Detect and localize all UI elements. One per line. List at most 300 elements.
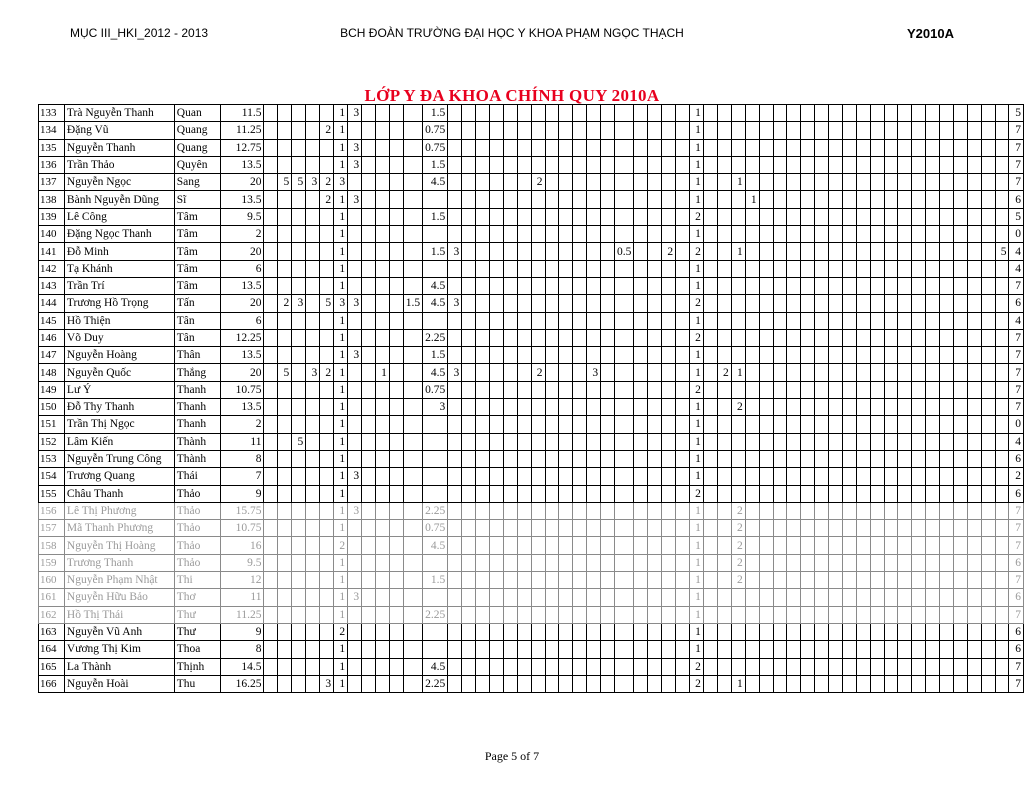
score-cell	[815, 606, 829, 623]
score-cell	[801, 468, 815, 485]
score-cell	[967, 502, 981, 519]
score-cell	[264, 312, 278, 329]
score-cell	[348, 277, 362, 294]
score-cell	[731, 122, 745, 139]
table-row	[39, 295, 1024, 312]
score-cell	[517, 139, 531, 156]
score-cell	[476, 416, 490, 433]
score-cell	[967, 572, 981, 589]
score-cell	[787, 122, 801, 139]
header-school-name: BCH ĐOÀN TRƯỜNG ĐẠI HỌC Y KHOA PHẠM NGỌC THẠCH	[340, 26, 684, 40]
score-cell	[801, 208, 815, 225]
table-row	[39, 260, 1024, 277]
score-cell	[362, 554, 376, 571]
score-cell	[306, 277, 320, 294]
score-cell	[389, 572, 403, 589]
score-cell	[759, 399, 773, 416]
total-score-cell: 9.5	[220, 554, 264, 571]
score-cell	[731, 295, 745, 312]
score-cell	[448, 156, 462, 173]
score-cell	[375, 485, 389, 502]
score-cell	[648, 329, 662, 346]
score-cell	[898, 364, 912, 381]
score-cell	[898, 191, 912, 208]
score-cell: 5	[320, 295, 334, 312]
score-cell	[717, 243, 731, 260]
score-cell	[856, 122, 870, 139]
score-cell	[292, 537, 306, 554]
score-cell	[545, 658, 559, 675]
score-cell: 4.5	[423, 295, 448, 312]
score-cell: 3	[348, 502, 362, 519]
score-cell: 3	[320, 675, 334, 692]
score-cell: 1	[334, 502, 348, 519]
score-cell	[815, 658, 829, 675]
score-cell	[375, 329, 389, 346]
score-cell	[898, 589, 912, 606]
score-cell	[489, 329, 503, 346]
score-cell	[503, 139, 517, 156]
score-cell	[389, 485, 403, 502]
score-cell	[926, 295, 940, 312]
score-cell	[759, 502, 773, 519]
score-cell	[912, 468, 926, 485]
score-cell	[545, 312, 559, 329]
score-cell	[856, 105, 870, 122]
score-cell	[476, 658, 490, 675]
last-name-cell: Trần Thảo	[64, 156, 174, 173]
score-cell	[773, 433, 787, 450]
score-cell	[967, 208, 981, 225]
score-cell	[648, 156, 662, 173]
score-cell	[953, 416, 967, 433]
first-name-cell: Quyên	[174, 156, 220, 173]
score-cell	[926, 675, 940, 692]
score-cell	[462, 520, 476, 537]
score-cell: 2	[731, 520, 745, 537]
score-cell	[815, 623, 829, 640]
score-cell	[981, 468, 995, 485]
score-cell	[926, 450, 940, 467]
score-cell	[634, 537, 648, 554]
score-cell	[759, 329, 773, 346]
score-cell	[981, 641, 995, 658]
score-cell	[717, 329, 731, 346]
score-cell	[884, 295, 898, 312]
score-cell	[981, 572, 995, 589]
score-cell: 1	[689, 364, 703, 381]
score-cell	[462, 364, 476, 381]
score-cell	[745, 520, 759, 537]
score-cell	[801, 260, 815, 277]
score-cell	[745, 675, 759, 692]
score-cell	[829, 433, 843, 450]
score-cell	[531, 208, 545, 225]
score-cell	[476, 364, 490, 381]
score-cell	[320, 243, 334, 260]
score-cell	[926, 191, 940, 208]
score-cell	[953, 243, 967, 260]
score-cell: 7	[1009, 277, 1024, 294]
score-cell	[676, 520, 690, 537]
score-cell	[292, 450, 306, 467]
score-cell	[829, 295, 843, 312]
score-cell	[601, 537, 615, 554]
score-cell	[731, 416, 745, 433]
score-cell	[759, 572, 773, 589]
score-cell	[815, 277, 829, 294]
score-cell	[362, 416, 376, 433]
score-cell	[815, 174, 829, 191]
score-cell	[842, 572, 856, 589]
score-cell	[940, 589, 954, 606]
score-cell	[362, 641, 376, 658]
score-cell	[615, 174, 634, 191]
score-cell	[489, 589, 503, 606]
score-cell	[389, 520, 403, 537]
score-cell	[320, 381, 334, 398]
score-cell	[264, 381, 278, 398]
score-cell	[967, 329, 981, 346]
score-cell	[717, 468, 731, 485]
score-cell	[264, 468, 278, 485]
score-cell	[389, 537, 403, 554]
score-cell	[940, 468, 954, 485]
score-cell	[462, 606, 476, 623]
score-cell	[801, 156, 815, 173]
score-cell	[912, 156, 926, 173]
score-cell	[648, 468, 662, 485]
score-cell	[759, 156, 773, 173]
score-cell	[476, 675, 490, 692]
score-cell	[995, 450, 1009, 467]
score-cell: 5	[292, 174, 306, 191]
score-cell	[940, 433, 954, 450]
first-name-cell: Tâm	[174, 208, 220, 225]
score-cell	[829, 364, 843, 381]
table-row	[39, 277, 1024, 294]
score-cell	[634, 572, 648, 589]
score-cell	[731, 312, 745, 329]
score-cell	[648, 191, 662, 208]
table-row	[39, 416, 1024, 433]
score-cell	[489, 606, 503, 623]
score-cell	[462, 312, 476, 329]
score-cell	[278, 520, 292, 537]
score-cell	[306, 105, 320, 122]
score-cell	[375, 295, 389, 312]
score-cell	[559, 277, 573, 294]
score-cell	[375, 554, 389, 571]
table-row	[39, 122, 1024, 139]
score-cell	[884, 174, 898, 191]
score-cell	[320, 450, 334, 467]
score-cell: 1	[334, 381, 348, 398]
score-cell	[898, 399, 912, 416]
score-cell	[940, 606, 954, 623]
score-cell	[995, 485, 1009, 502]
score-cell	[856, 312, 870, 329]
score-cell	[559, 606, 573, 623]
score-cell	[912, 433, 926, 450]
score-cell	[634, 450, 648, 467]
score-cell	[306, 606, 320, 623]
score-cell	[531, 658, 545, 675]
score-cell	[403, 433, 422, 450]
row-number-cell: 155	[39, 485, 65, 502]
score-cell	[320, 139, 334, 156]
score-cell	[787, 399, 801, 416]
score-cell	[995, 105, 1009, 122]
score-cell	[476, 208, 490, 225]
score-cell	[829, 347, 843, 364]
score-cell	[898, 675, 912, 692]
first-name-cell: Tân	[174, 312, 220, 329]
score-cell	[703, 589, 717, 606]
score-cell	[517, 658, 531, 675]
score-cell	[926, 226, 940, 243]
last-name-cell: Mã Thanh Phương	[64, 520, 174, 537]
header-class-code: Y2010A	[907, 26, 954, 41]
score-cell	[981, 329, 995, 346]
score-cell	[676, 399, 690, 416]
score-cell	[981, 277, 995, 294]
score-cell	[545, 174, 559, 191]
score-cell	[940, 381, 954, 398]
score-cell	[787, 243, 801, 260]
score-cell	[815, 191, 829, 208]
score-cell	[745, 554, 759, 571]
score-cell	[403, 399, 422, 416]
total-score-cell: 11.25	[220, 122, 264, 139]
score-cell: 3	[448, 364, 462, 381]
score-cell: 0.5	[615, 243, 634, 260]
score-cell	[389, 295, 403, 312]
score-cell	[842, 433, 856, 450]
score-cell	[476, 139, 490, 156]
score-cell	[389, 208, 403, 225]
score-cell	[842, 623, 856, 640]
row-number-cell: 152	[39, 433, 65, 450]
score-cell	[264, 675, 278, 692]
score-cell	[320, 554, 334, 571]
score-cell	[362, 623, 376, 640]
score-cell	[573, 260, 587, 277]
score-cell	[489, 364, 503, 381]
score-cell	[306, 572, 320, 589]
score-cell	[912, 277, 926, 294]
score-cell	[981, 347, 995, 364]
score-cell	[375, 606, 389, 623]
first-name-cell: Thoa	[174, 641, 220, 658]
score-cell	[926, 243, 940, 260]
score-cell	[717, 623, 731, 640]
score-cell	[320, 468, 334, 485]
score-cell	[787, 139, 801, 156]
score-cell	[898, 105, 912, 122]
score-cell	[389, 364, 403, 381]
score-cell	[842, 537, 856, 554]
score-cell	[362, 502, 376, 519]
score-cell	[662, 554, 676, 571]
score-cell	[981, 105, 995, 122]
score-cell	[745, 174, 759, 191]
score-cell	[545, 381, 559, 398]
score-cell	[787, 485, 801, 502]
score-cell	[573, 468, 587, 485]
score-cell	[787, 623, 801, 640]
score-cell	[615, 641, 634, 658]
score-cell: 1	[375, 364, 389, 381]
score-cell	[703, 347, 717, 364]
score-cell: 5	[1009, 105, 1024, 122]
score-cell: 1	[334, 312, 348, 329]
score-cell	[884, 416, 898, 433]
score-cell	[967, 226, 981, 243]
score-cell	[870, 606, 884, 623]
score-cell	[745, 468, 759, 485]
score-cell	[829, 105, 843, 122]
score-cell	[759, 641, 773, 658]
score-cell	[870, 347, 884, 364]
score-cell	[489, 277, 503, 294]
score-cell	[278, 433, 292, 450]
score-cell	[601, 520, 615, 537]
score-cell	[676, 105, 690, 122]
total-score-cell: 10.75	[220, 381, 264, 398]
score-cell	[745, 243, 759, 260]
score-cell	[829, 416, 843, 433]
score-cell	[731, 329, 745, 346]
score-cell	[375, 191, 389, 208]
score-cell	[559, 623, 573, 640]
score-cell	[953, 468, 967, 485]
page-number: Page 5 of 7	[484, 749, 540, 763]
score-cell: 7	[1009, 122, 1024, 139]
score-cell	[787, 347, 801, 364]
score-cell	[476, 174, 490, 191]
score-cell	[362, 658, 376, 675]
score-cell	[759, 347, 773, 364]
score-cell	[745, 381, 759, 398]
score-cell	[787, 450, 801, 467]
score-cell: 2	[731, 572, 745, 589]
score-cell	[559, 554, 573, 571]
score-cell	[476, 502, 490, 519]
score-cell: 2	[731, 399, 745, 416]
score-cell	[870, 260, 884, 277]
score-cell	[676, 675, 690, 692]
score-cell	[967, 174, 981, 191]
score-cell	[731, 156, 745, 173]
score-cell	[389, 191, 403, 208]
score-cell	[403, 416, 422, 433]
score-cell	[503, 641, 517, 658]
score-cell	[953, 433, 967, 450]
score-cell	[403, 191, 422, 208]
score-cell	[489, 122, 503, 139]
score-cell	[717, 226, 731, 243]
score-cell: 1	[689, 450, 703, 467]
score-cell: 1	[689, 502, 703, 519]
score-cell: 1	[745, 191, 759, 208]
score-cell	[423, 191, 448, 208]
score-cell	[995, 658, 1009, 675]
score-cell	[967, 450, 981, 467]
score-cell	[717, 105, 731, 122]
score-cell	[489, 485, 503, 502]
score-cell	[462, 554, 476, 571]
score-cell	[587, 191, 601, 208]
score-cell	[462, 347, 476, 364]
score-cell	[829, 260, 843, 277]
score-cell	[489, 208, 503, 225]
score-cell	[306, 485, 320, 502]
score-cell	[787, 174, 801, 191]
score-cell	[476, 122, 490, 139]
score-cell	[676, 260, 690, 277]
score-cell	[940, 260, 954, 277]
score-cell	[375, 468, 389, 485]
last-name-cell: Nguyễn Phạm Nhật	[64, 572, 174, 589]
score-cell	[489, 572, 503, 589]
score-cell	[981, 658, 995, 675]
score-cell	[517, 537, 531, 554]
row-number-cell: 160	[39, 572, 65, 589]
score-cell	[531, 295, 545, 312]
score-cell	[503, 399, 517, 416]
score-cell	[898, 485, 912, 502]
score-cell	[587, 433, 601, 450]
score-cell	[995, 191, 1009, 208]
score-cell	[648, 658, 662, 675]
score-cell: 1	[689, 312, 703, 329]
score-cell	[995, 399, 1009, 416]
score-cell	[517, 416, 531, 433]
score-cell	[815, 416, 829, 433]
score-cell	[489, 243, 503, 260]
score-cell	[362, 450, 376, 467]
score-cell	[940, 329, 954, 346]
score-cell	[634, 347, 648, 364]
score-cell	[967, 537, 981, 554]
score-cell	[531, 572, 545, 589]
score-cell: 1	[689, 606, 703, 623]
score-cell: 7	[1009, 537, 1024, 554]
table-row	[39, 312, 1024, 329]
score-cell	[587, 502, 601, 519]
score-cell	[306, 139, 320, 156]
score-cell	[573, 329, 587, 346]
score-cell	[759, 226, 773, 243]
score-cell	[375, 520, 389, 537]
score-cell	[717, 572, 731, 589]
score-cell	[531, 329, 545, 346]
score-cell	[278, 381, 292, 398]
score-cell	[981, 226, 995, 243]
score-cell: 7	[1009, 139, 1024, 156]
score-cell	[912, 208, 926, 225]
score-cell	[829, 606, 843, 623]
score-cell	[745, 277, 759, 294]
first-name-cell: Thơ	[174, 589, 220, 606]
score-cell	[448, 658, 462, 675]
score-cell	[801, 364, 815, 381]
score-cell	[703, 433, 717, 450]
score-cell	[362, 295, 376, 312]
score-cell	[348, 329, 362, 346]
score-cell	[545, 295, 559, 312]
